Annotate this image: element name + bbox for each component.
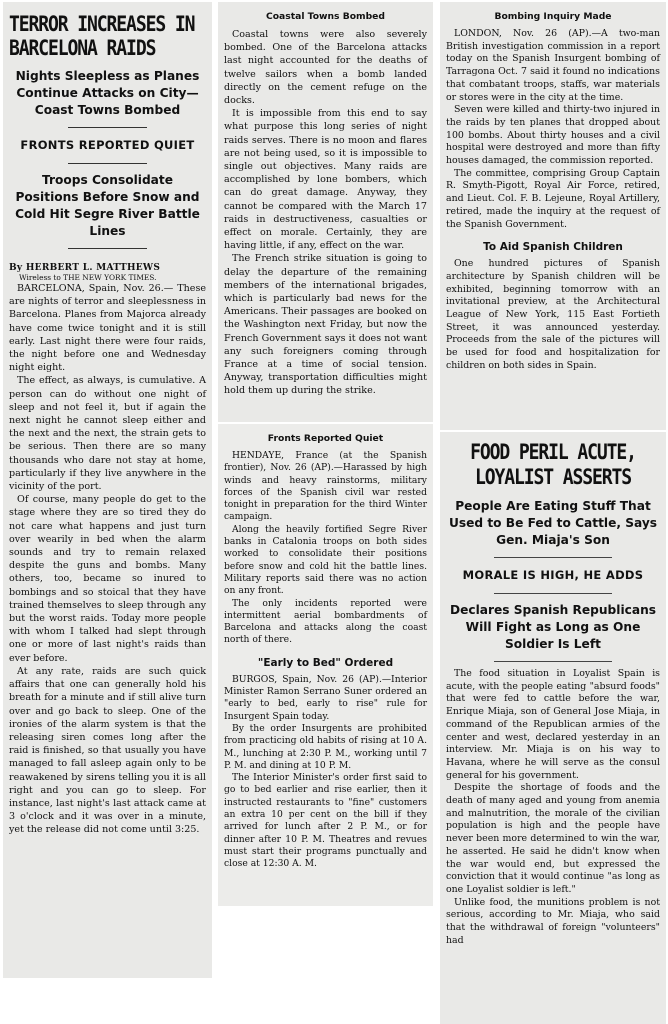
article-fronts-quiet (218, 424, 433, 906)
article-food-peril (440, 432, 666, 1024)
wireless-credit: Wireless to THE NEW YORK TIMES. (19, 273, 157, 282)
paragraph: The effect, as always, is cumulative. A person can do without one night of sleep and not feel it, but if again the next night he cannot sleep either and the next and the next, the strain gets to be serious. Then there are so many thousands who dare not stay at home, particularly if they live anywhere in the vicinity of the port. (9, 375, 206, 493)
article-terror-barcelona (3, 2, 212, 978)
subhead-spanish-children: To Aid Spanish Children (483, 241, 623, 254)
paragraph: One hundred pictures of Spanish architecture by Spanish children will be exhibited, beginning tomorrow with an invitational preview, at the Architectural League of New York, 115 East Fortieth Street, it was announced yesterday. Proceeds from the sale of the pictures will be used for food and hospitalization for children on both sides in Spain. (446, 258, 660, 371)
subhead-early-to-bed: "Early to Bed" Ordered (257, 656, 394, 669)
subhead-bombing-inquiry: Bombing Inquiry Made (494, 11, 612, 22)
article-coastal-towns (218, 2, 433, 422)
paragraph: Coastal towns were also severely bombed. One of the Barcelona attacks last night accounted for the deaths of twelve sailors when a bomb landed directly on the cement refuge on the docks. (224, 29, 427, 107)
deck-troops-consolidate: Troops Consolidate Positions Before Snow and Cold Hit Segre River Battle Lines (15, 173, 200, 238)
headline-terror: TERROR INCREASES IN BARCELONA RAIDS (9, 12, 195, 60)
paragraph: Along the heavily fortified Segre River banks in Catalonia troops on both sides worked to consolidate their positions before snow and cold hit the battle lines. Military reports said there was no action on any front. (224, 523, 427, 597)
paragraph: Of course, many people do get to the stage where they are so tired they do not care what happens and just turn over wearily in bed when the alarm sounds and try to remain relaxed despite the guns and bombs. Many others, too, became so inured to bombings and so stoical that they have trained themselves to sleep through any but the worst raids. Today more people with whom I talked had slept through one or more of last night's raids than ever before. (9, 494, 206, 664)
paragraph: The only incidents reported were intermittent aerial bombardments of Barcelona and attacks along the coast north of there. (224, 597, 427, 646)
paragraph: HENDAYE, France (at the Spanish frontier), Nov. 26 (AP).—Harassed by high winds and heavy rainstorms, military forces of the Spanish civil war rested tonight in preparation for the third Winter campaign. (224, 450, 427, 523)
deck-eating-stuff: People Are Eating Stuff That Used to Be Fed to Cattle, Says Gen. Miaja's Son (448, 499, 658, 547)
paragraph: BARCELONA, Spain, Nov. 26.— These are nights of terror and sleeplessness in Barcelona. Planes from Majorca already have come twice tonight and it is still early. Last night there were four raids, the night before one and Wednesday night eight. (9, 283, 206, 374)
divider (494, 557, 612, 558)
paragraph: The French strike situation is going to delay the departure of the remaining members of the international brigades, which is particularly bad news for the Americans. Their passages are booked on the Washington next Friday, but now the French Government says it does not want any such foreigners coming through France at a time of social tension. Anyway, transportation difficulties might hold them up during the strike. (224, 253, 427, 397)
deck-nights-sleepless: Nights Sleepless as Planes Continue Attacks on City— Coast Towns Bombed (15, 69, 200, 117)
byline: By HERBERT L. MATTHEWS (9, 263, 161, 273)
deck-fight-long: Declares Spanish Republicans Will Fight as Long as One Soldier Is Left (449, 603, 657, 651)
divider (68, 248, 147, 249)
paragraph: The committee, comprising Group Captain R. Smyth-Pigott, Royal Air Force, retired, and Lieut. Col. F. B. Lejeune, Royal Artillery, retired, made the inquiry at the request of the Spanish Government. (446, 167, 660, 230)
paragraph: Seven were killed and thirty-two injured in the raids by ten planes that dropped about 100 bombs. About thirty houses and a civil hospital were destroyed and more than fifty houses damaged, the commission reported. (446, 104, 660, 167)
subhead-coastal-towns: Coastal Towns Bombed (266, 11, 385, 22)
paragraph: BURGOS, Spain, Nov. 26 (AP).—Interior Minister Ramon Serrano Suner ordered an "early to bed, early to rise" rule for Insurgent Spain today. (224, 673, 427, 722)
paragraph: Unlike food, the munitions problem is not serious, according to Mr. Miaja, who said that the withdrawal of foreign "volunteers" had (446, 896, 660, 946)
divider (494, 593, 612, 594)
paragraph: Despite the shortage of foods and the death of many aged and young from anemia and malnutrition, the morale of the civilian population is high and the people have never been more determined to win the war, he asserted. He said he didn't know when the war would end, but expressed the conviction that it would continue "as long as one Loyalist soldier is left." (446, 782, 660, 895)
paragraph: It is impossible from this end to say what purpose this long series of night raids serves. There is no moon and flares are not being used, so it is impossible to single out objectives. Many raids are accomplished by lone bombers, which can do great damage. Anyway, they cannot be compared with the March 17 raids in destructiveness, casualties or effect on morale. Certainly, they are having little, if any, effect on the war. (224, 108, 427, 252)
article-bombing-inquiry (440, 2, 666, 430)
deck-morale-high: MORALE IS HIGH, HE ADDS (462, 568, 644, 582)
paragraph: LONDON, Nov. 26 (AP).—A two-man British investigation commission in a report today on the Spanish Insurgent bombing of Tarragona Oct. 7 said it found no indications that combatant troops, staffs, war materials or stores were in the city at the time. (446, 28, 660, 103)
divider (68, 163, 147, 164)
paragraph: The Interior Minister's order first said to go to bed earlier and rise earlier, then it instructed restaurants to "fine" customers an extra 10 per cent on the bill if they arrived for lunch after 2 P. M., or for dinner after 10 P. M. Theatres and revues must start their programs punctually and close at 12:30 A. M. (224, 772, 427, 870)
divider (494, 661, 612, 662)
subhead-fronts-quiet: Fronts Reported Quiet (267, 433, 384, 444)
divider (68, 127, 147, 128)
paragraph: At any rate, raids are such quick affairs that one can generally hold his breath for a minute and if still alive turn over and go back to sleep. One of the ironies of the alarm system is that the releasing siren comes long after the raid is finished, so that usually you have managed to fall asleep again only to be reawakened by sirens telling you it is all right and you can go to sleep. For instance, last night's last attack came at 3 o'clock and it was over in a minute, yet the release did not come until 3:25. (9, 665, 206, 836)
paragraph: By the order Insurgents are prohibited from practicing old habits of rising at 10 A. M., lunching at 2:30 P. M., working until 7 P. M. and dining at 10 P. M. (224, 722, 427, 771)
paragraph: The food situation in Loyalist Spain is acute, with the people eating "absurd foods" that were fed to cattle before the war, Enrique Miaja, son of General Jose Miaja, in command of the Republican armies of the center and west, declared yesterday in an interview. Mr. Miaja is on his way to Havana, where he will serve as the consul general for his government. (446, 668, 660, 781)
deck-fronts-quiet: FRONTS REPORTED QUIET (20, 138, 195, 152)
headline-food-peril: FOOD PERIL ACUTE, LOYALIST ASSERTS (470, 440, 636, 489)
